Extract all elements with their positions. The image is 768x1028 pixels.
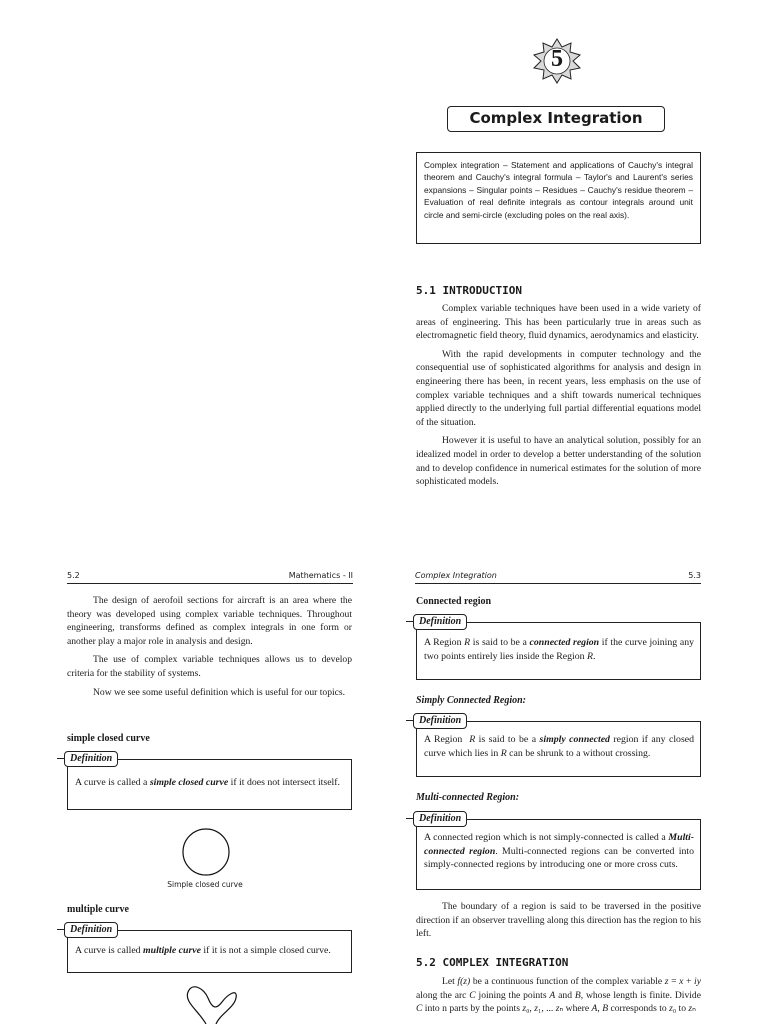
boundary-paragraph: The boundary of a region is said to be traversed in the positive direction if an observer travelling along this direction has the region to his left. xyxy=(416,901,701,940)
section-heading-complex-integration: 5.2 COMPLEX INTEGRATION xyxy=(416,956,569,969)
simply-connected-region-definition-text: A Region R is said to be a simply connected region if any closed curve which lies in R can be shrunk to a without crossing. xyxy=(424,734,694,759)
left-body-text xyxy=(67,594,352,699)
simple-closed-curve-caption: Simple closed curve xyxy=(167,880,243,889)
left-page-number: 5.2 xyxy=(67,571,80,580)
intro-paragraph-2: With the rapid developments in computer technology and the consequential use of sophisticated algorithms for analysis and design in engineering there has been, in recent years, less emphasis on the use of complex variable techniques and a shift towards numerical techniques applied directly to the underlying full partial differential equations model of the situation. xyxy=(416,348,701,428)
simple-closed-curve-definition xyxy=(67,753,352,810)
definition-tag: Definition xyxy=(413,713,467,729)
multiple-curve-definition-text: A curve is called multiple curve if it is not a simple closed curve. xyxy=(75,945,331,956)
connected-region-definition xyxy=(416,616,701,680)
self-intersecting-curve-icon xyxy=(176,980,246,1024)
complex-integration-paragraph: Let f(z) be a continuous function of the complex variable z = x + iy along the arc C joining the points A and B, whose length is finite. Divide C into n parts by the points z₀, z₁, ... zₙ where A, B corresponds to z₀ to zₙ xyxy=(416,976,701,1015)
right-page-number: 5.3 xyxy=(688,571,701,580)
multi-connected-region-definition xyxy=(416,813,701,890)
definition-tag: Definition xyxy=(413,811,467,827)
simply-connected-region-heading: Simply Connected Region: xyxy=(416,695,526,706)
simple-closed-curve-definition-text: A curve is called a simple closed curve if it does not intersect itself. xyxy=(75,777,340,788)
definition-tag: Definition xyxy=(64,751,118,767)
chapter-badge xyxy=(532,38,582,84)
left-paragraph-2: The use of complex variable techniques allows us to develop criteria for the stability of systems. xyxy=(67,654,352,679)
simply-connected-region-definition xyxy=(416,715,701,777)
chapter-number: 5 xyxy=(551,46,563,72)
left-paragraph-1: The design of aerofoil sections for aircraft is an area where the theory was developed using complex variable techniques. Throughout engineering, transforms defined as complex integrals in one form or another play a major role in analysis and design. xyxy=(67,595,352,647)
multiple-curve-definition xyxy=(67,924,352,973)
left-header-rule xyxy=(67,583,353,584)
circle-curve-icon xyxy=(180,828,234,878)
chapter-title xyxy=(447,106,665,132)
simple-closed-curve-heading: simple closed curve xyxy=(67,733,150,744)
chapter-title-text: Complex Integration xyxy=(469,109,643,127)
simple-closed-curve-figure xyxy=(180,828,234,878)
intro-text xyxy=(416,302,701,489)
intro-paragraph-1: Complex variable techniques have been used in a wide variety of areas of engineering. This has been particularly true in areas such as electromagnetic field theory, fluid dynamics, aerodynamics and elasticity. xyxy=(416,303,701,342)
chapter-synopsis-box xyxy=(416,152,701,244)
intro-paragraph-3: However it is useful to have an analytical solution, possibly for an idealized model in order to develop a better understanding of the solution and to develop confidence in numerical estimates for the solution of more sophisticated models. xyxy=(416,435,701,488)
right-header-rule xyxy=(415,583,701,584)
definition-tag: Definition xyxy=(413,614,467,630)
connected-region-heading: Connected region xyxy=(416,596,492,607)
left-paragraph-3: Now we see some useful definition which is useful for our topics. xyxy=(93,686,346,698)
right-running-title: Complex Integration xyxy=(415,571,497,580)
definition-tag: Definition xyxy=(64,922,118,938)
multiple-curve-figure xyxy=(176,980,246,1024)
multi-connected-region-heading: Multi-connected Region: xyxy=(416,792,520,803)
multiple-curve-heading: multiple curve xyxy=(67,904,129,915)
connected-region-definition-text: A Region R is said to be a connected region if the curve joining any two points entirely lies inside the Region R. xyxy=(424,637,694,662)
section-heading-introduction: 5.1 INTRODUCTION xyxy=(416,284,522,297)
chapter-synopsis: Complex integration – Statement and applications of Cauchy's integral theorem and Cauchy's integral formula – Taylor's and Laurent's series expansions – Singular points – Residues – Cauchy's residue theorem – Evaluation of real definite integrals as contour integrals around unit circle and semi-circle (excluding poles on the real axis). xyxy=(424,160,693,220)
left-running-title: Mathematics - II xyxy=(288,571,353,580)
multi-connected-region-definition-text: A connected region which is not simply-connected is called a Multi-connected region. Multi-connected regions can be converted into simply-connected regions by introducing one or more cross cuts. xyxy=(424,832,695,871)
